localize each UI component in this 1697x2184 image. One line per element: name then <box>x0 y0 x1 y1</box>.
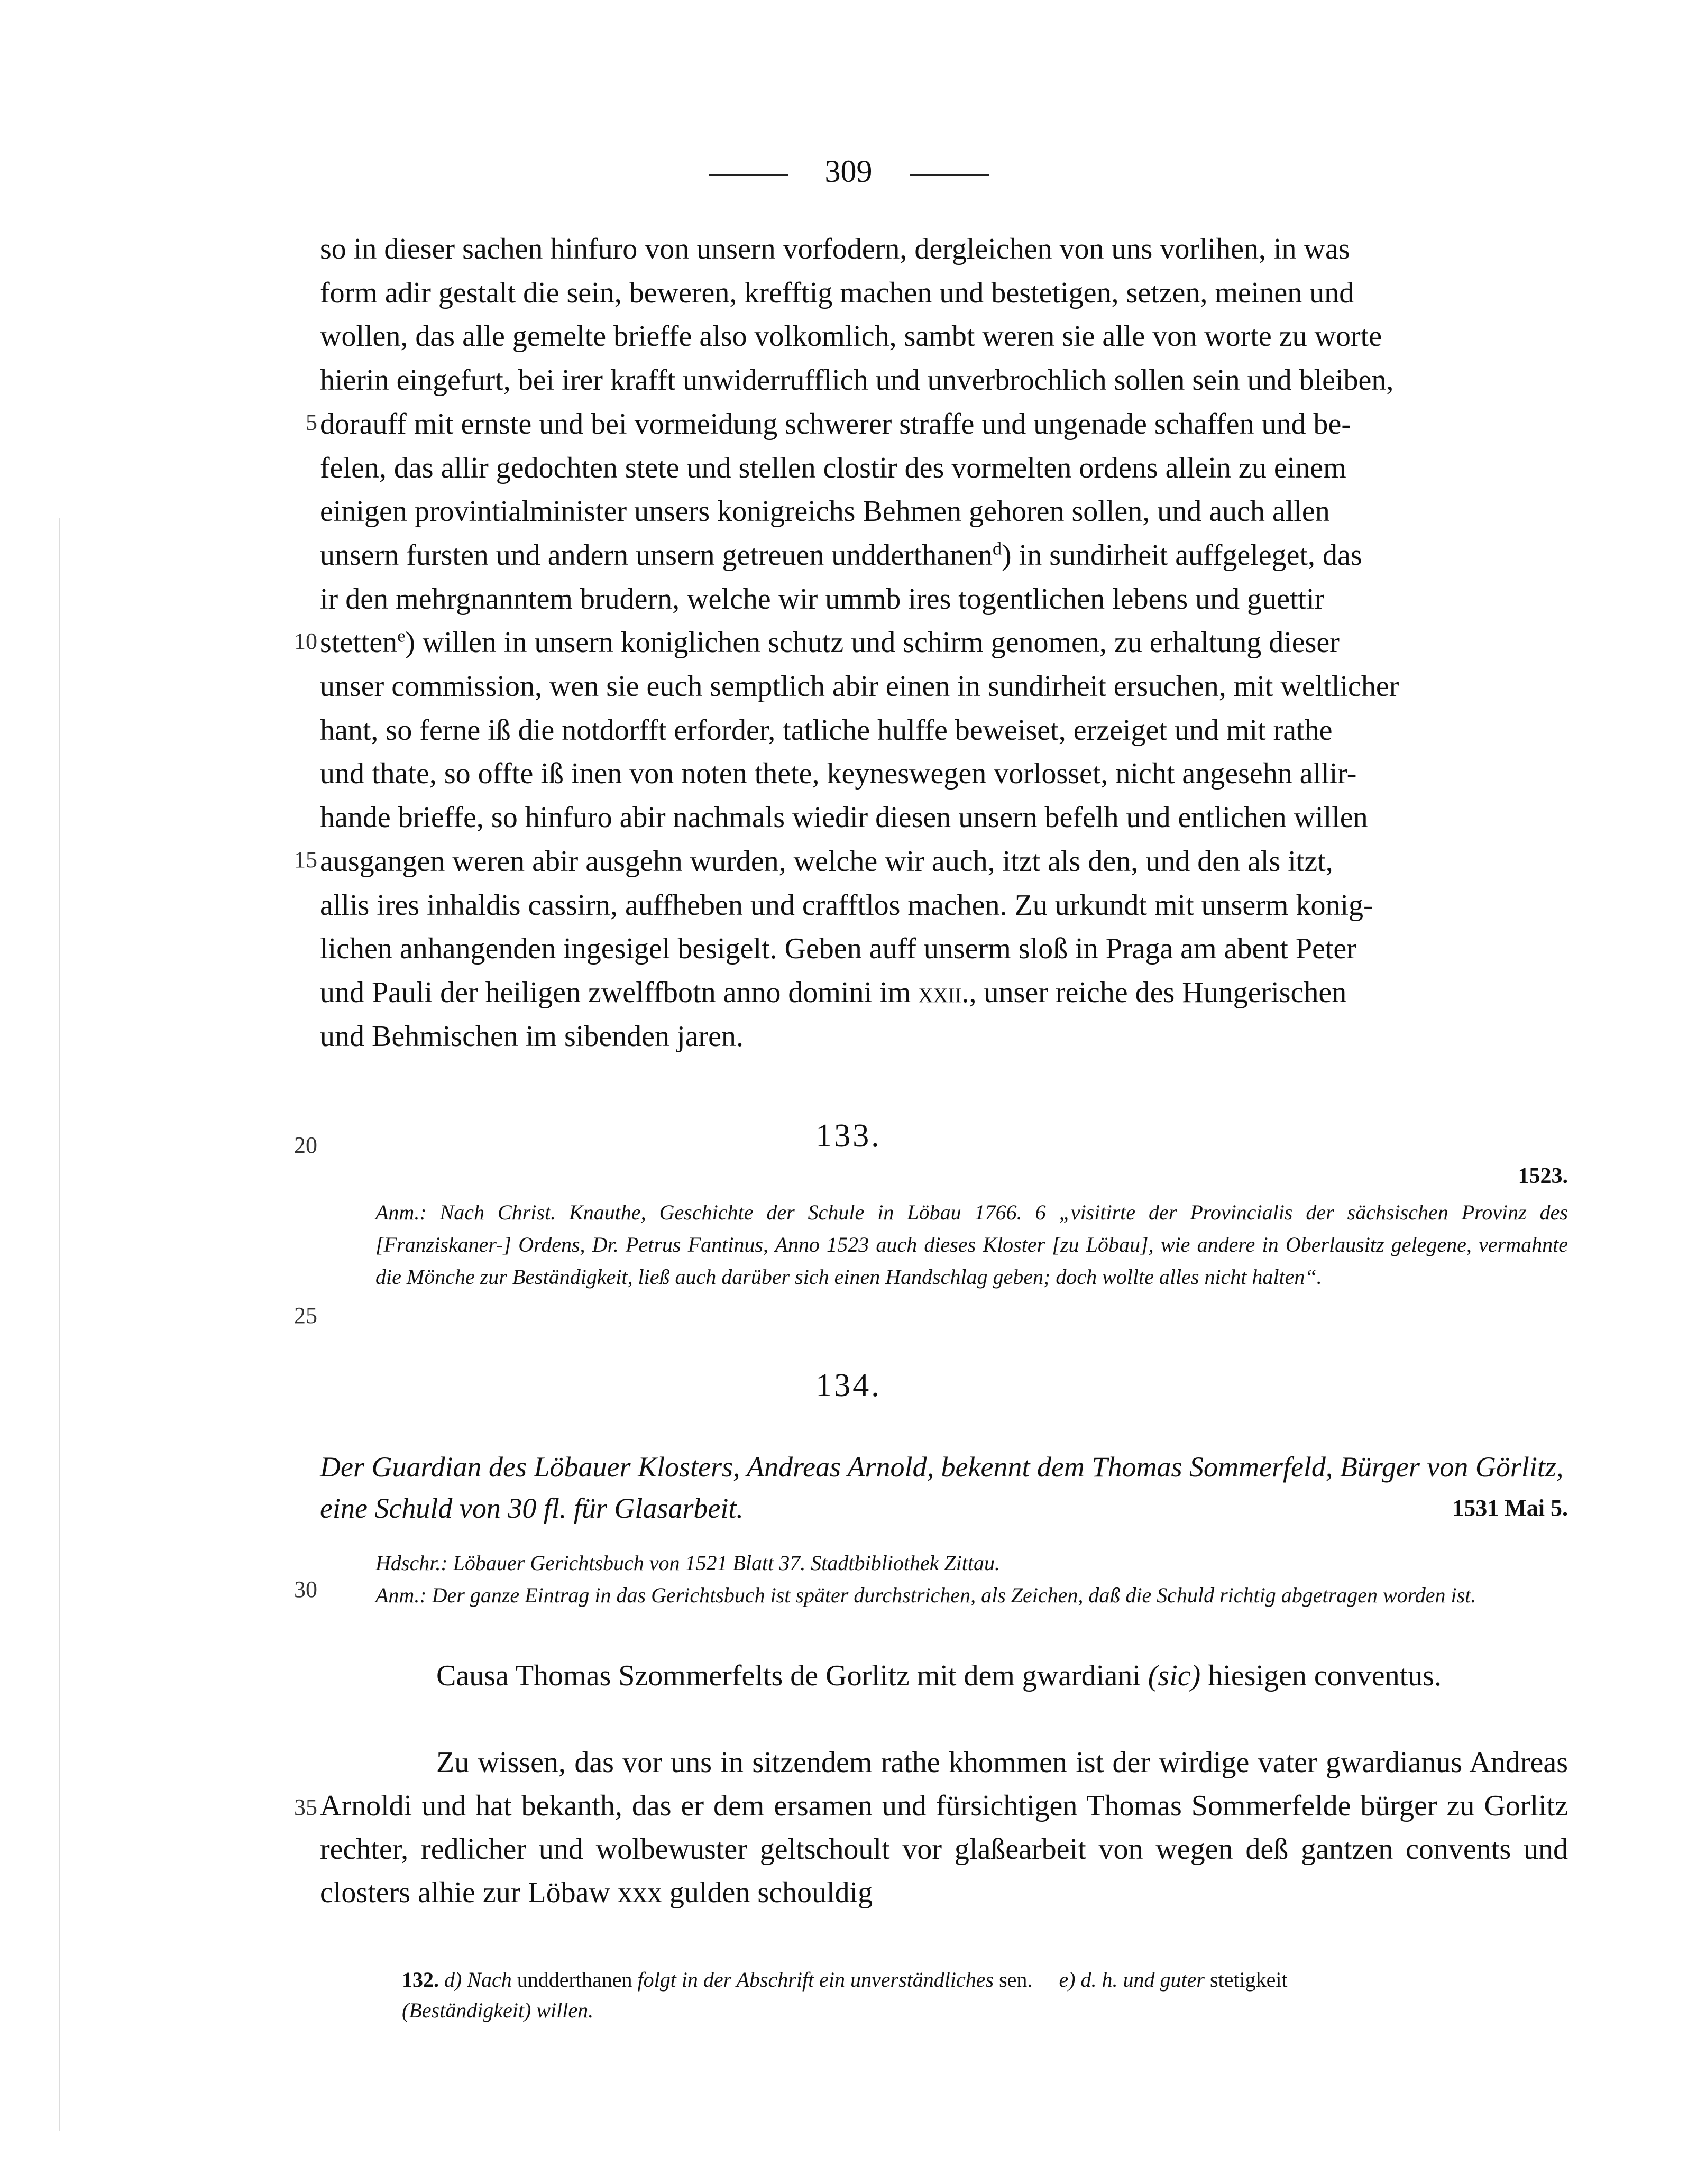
line-number: 20 <box>294 1132 317 1158</box>
document-132-text <box>320 227 1568 1058</box>
text-line: wollen, das alle gemelte brieffe also volkomlich, sambt weren sie alle von worte zu worte <box>320 320 1382 353</box>
text-line: ausgangen weren abir ausgehn wurden, welche wir auch, itzt als den, und den als itzt, <box>320 845 1333 878</box>
text-line: und Behmischen im sibenden jaren. <box>320 1020 744 1053</box>
footnote-marker-e: e <box>397 626 406 646</box>
text-line: hande brieffe, so hinfuro abir nachmals wiedir diesen unsern befelh und entlichen willen <box>320 801 1368 834</box>
text-line: und Pauli der heiligen zwelffbotn anno domini im xxii., unser reiche des Hungerischen <box>320 976 1347 1009</box>
text-line: dorauff mit ernste und bei vormeidung schwerer straffe und ungenade schaffen und be- <box>320 407 1352 441</box>
document-134-paragraph-2: Zu wissen, das vor uns in sitzendem rathe khommen ist der wirdige vater gwardianus Andreas Arnoldi und hat bekanth, das er dem ersamen und fürsichtigen Thomas Sommerfelde bürger zu Gorlitz rechter, redlicher und wolbewuster geltschoult vor glaßearbeit von wegen deß gantzen convents und closters alhie zur Löbaw xxx gulden schouldig <box>320 1746 1568 1909</box>
text-line: so in dieser sachen hinfuro von unsern vorfodern, dergleichen von uns vorlihen, in was <box>320 233 1350 265</box>
document-133-annotation: Anm.: Nach Christ. Knauthe, Geschichte der Schule in Löbau 1766. 6 „visitirte der Provincialis der sächsischen Provinz des [Franziskaner-] Ordens, Dr. Petrus Fantinus, Anno 1523 auch dieses Kloster [zu Löbau], wie andere in Oberlausitz gelegene, vermahnte die Mönche zur Beständigkeit, ließ auch darüber sich einen Handschlag geben; doch wollte alles nicht halten“. <box>375 1200 1568 1289</box>
text-line: felen, das allir gedochten stete und stellen clostir des vormelten ordens allein zu einem <box>320 451 1346 484</box>
footnote-marker-d: d <box>993 539 1002 559</box>
text-line: unsern fursten und andern unsern getreuen undderthanen$^d$) in sundirheit auffgeleget, das <box>320 538 1362 572</box>
text-line: einigen provintialminister unsers konigreichs Behmen gehoren sollen, und auch allen <box>320 495 1330 528</box>
document-134-manuscript: Hdschr.: Löbauer Gerichtsbuch von 1521 Blatt 37. Stadtbibliothek Zittau. <box>375 1551 1001 1575</box>
regnal-year: xxii. <box>918 976 969 1009</box>
header-rule-left <box>709 174 788 176</box>
line-number: 10 <box>294 628 317 654</box>
regest-text: Der Guardian des Löbauer Klosters, Andreas Arnold, bekennt dem Thomas Sommerfeld, Bürger von Görlitz, eine Schuld von 30 fl. für Glasarbeit. <box>320 1451 1564 1524</box>
header-rule-right <box>910 174 989 176</box>
sic-mark: (sic) <box>1148 1659 1201 1692</box>
page-header <box>0 153 1697 190</box>
footnote-ref: 132. <box>402 1968 439 1992</box>
document-number-134: 134. <box>815 1368 882 1403</box>
page-number: 309 <box>824 154 873 189</box>
scan-artifact-line <box>59 518 60 2131</box>
text-line: form adir gestalt die sein, beweren, krefftig machen und bestetigen, setzen, meinen und <box>320 276 1354 309</box>
line-number: 25 <box>294 1302 317 1328</box>
line-number: 30 <box>294 1576 317 1602</box>
text-line: hierin eingefurt, bei irer krafft unwiderrufflich und unverbrochlich sollen sein und bleiben, <box>320 364 1394 397</box>
document-134-paragraph-1: Causa Thomas Szommerfelts de Gorlitz mit dem gwardiani (sic) hiesigen conventus. <box>436 1659 1442 1692</box>
document-number-133: 133. <box>815 1118 882 1154</box>
line-number: 35 <box>294 1794 317 1820</box>
text-line: und thate, so offte iß inen von noten thete, keyneswegen vorlosset, nicht angesehn allir- <box>320 757 1357 791</box>
document-133-year: 1523. <box>1518 1164 1568 1188</box>
footnotes: 132. d) Nach undderthanen folgt in der Abschrift ein unverständliches sen. e) d. h. und guter stetigkeit (Beständigkeit) willen. <box>402 1968 1288 2022</box>
line-number: 5 <box>306 409 317 435</box>
document-134-regest <box>320 1446 1568 1529</box>
text-line: hant, so ferne iß die notdorfft erforder, tatliche hulffe beweiset, erzeiget und mit rathe <box>320 713 1333 747</box>
text-line: ir den mehrgnanntem brudern, welche wir ummb ires togentlichen lebens und guettir <box>320 582 1325 616</box>
text-line: lichen anhangenden ingesigel besigelt. Geben auff unserm sloß in Praga am abent Peter <box>320 932 1356 966</box>
document-134-annotation: Anm.: Der ganze Eintrag in das Gerichtsbuch ist später durchstrichen, als Zeichen, daß die Schuld richtig abgetragen worden ist. <box>375 1583 1476 1607</box>
text-line: stetten$^e$) willen in unsern koniglichen schutz und schirm genomen, zu erhaltung dieser <box>320 626 1340 659</box>
document-134-date: 1531 Mai 5. <box>1452 1495 1568 1521</box>
text-line: allis ires inhaldis cassirn, auffheben und crafftlos machen. Zu urkundt mit unserm konig- <box>320 888 1373 922</box>
text-line: unser commission, wen sie euch semptlich abir einen in sundirheit ersuchen, mit weltlicher <box>320 670 1399 703</box>
line-number: 15 <box>294 847 317 873</box>
